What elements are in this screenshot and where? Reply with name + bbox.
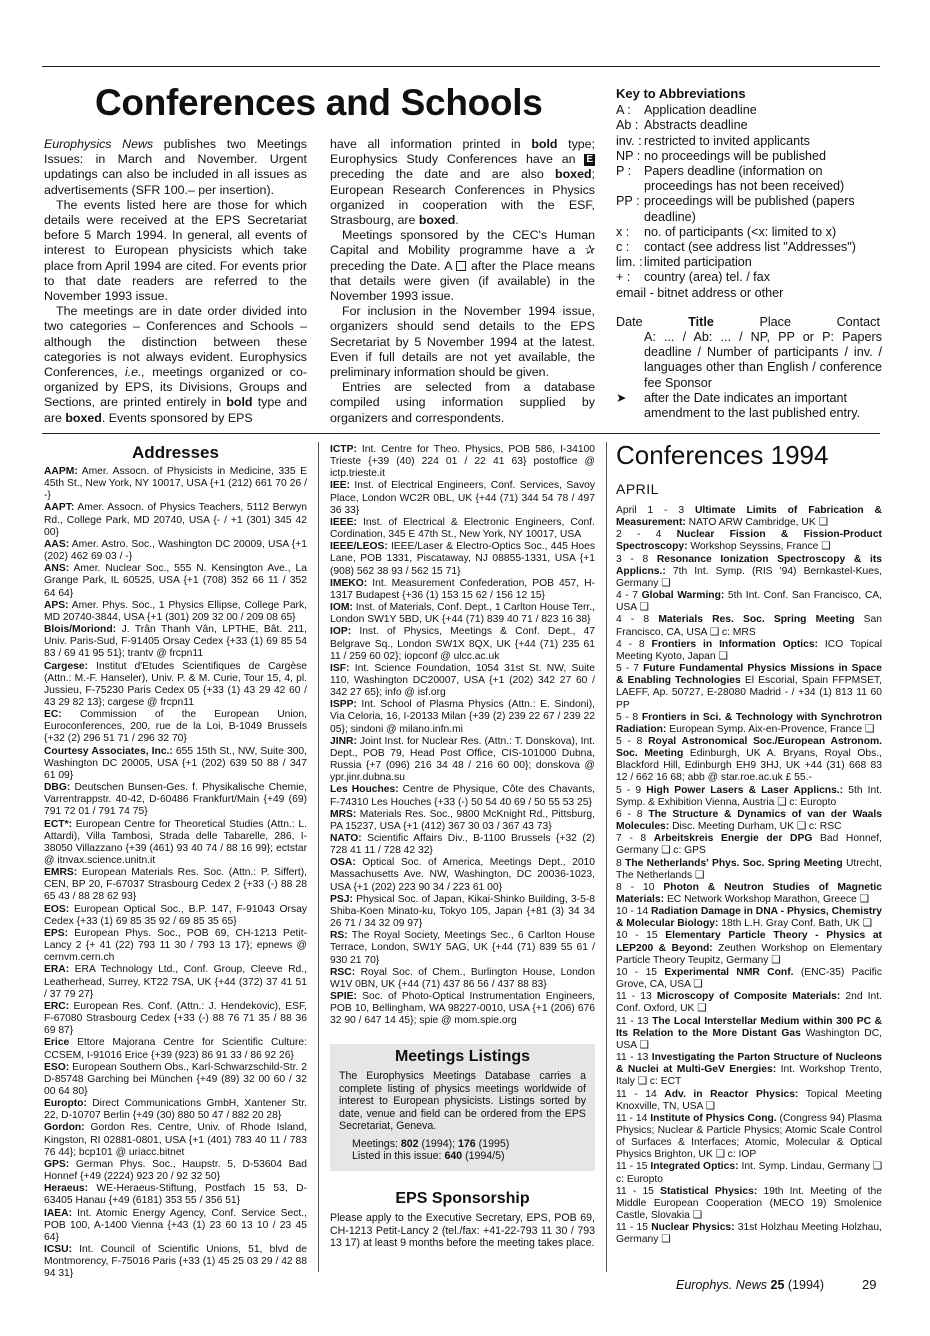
key-title: Key to Abbreviations <box>616 86 746 101</box>
address-entry: ISPP: Int. School of Plasma Physics (Attn.: E. Sindoni), Via Celoria, 16, I-20133 Milan {+39 (2) 239 22 67 / 239 22 05}; sindoni @ milano.infn.mi <box>330 699 595 735</box>
address-entry: ANS: Amer. Nuclear Soc., 555 N. Kensington Ave., La Grange Park, IL 60525, USA {+1 (708) 352 66 11 / 352 64 64} <box>44 563 307 599</box>
address-entry: AAS: Amer. Astro. Soc., Washington DC 20009, USA {+1 (202) 462 69 03 / -} <box>44 538 307 563</box>
intro-column-2 <box>330 137 595 426</box>
conference-entry <box>616 809 882 833</box>
conference-entry <box>616 785 882 809</box>
conference-title: Integrated Optics: <box>650 1161 739 1173</box>
address-entry: ESO: European Southern Obs., Karl-Schwarzschild-Str. 2 D-85748 Garching bei München {+49 (89) 32 00 60 / 32 00 64 80} <box>44 1061 307 1097</box>
conference-title: Radiation Damage in DNA - Physics, Chemistry & Molecular Biology: <box>616 906 882 930</box>
conference-details: Edinburgh, UK A. Bryans, Royal Obs., Blackford Hill, Edinburgh EH9 3HJ, UK +44 (31) 668 83 12 / 662 16 68; abb @ star.roe.ac.uk £ 55.- <box>616 748 882 784</box>
address-entry: ICTP: Int. Centre for Theo. Physics, POB 586, I-34100 Trieste {+39 (40) 224 01 / 22 41 63} postoffice @ ictp.trieste.it <box>330 444 595 480</box>
conference-title: Frontiers in Sci. & Technology with Synchrotron Radiation: <box>616 711 882 735</box>
key-meaning: no proceedings will be published <box>644 148 827 163</box>
page-number: 29 <box>862 1277 877 1292</box>
addresses-title: Addresses <box>132 443 219 462</box>
address-entry: RSC: Royal Soc. of Chem., Burlington House, London W1V 0BN, UK {+44 (71) 437 86 56 / 437 88 83} <box>330 966 595 990</box>
address-entry: PSJ: Physical Soc. of Japan, Kikai-Shinko Building, 3-5-8 Shiba-Koen Minato-ku, Tokyo 105, Japan {+81 (3) 34 34 26 71 / 34 32 09 97} <box>330 893 595 930</box>
address-entry: ICSU: Int. Council of Scientific Unions, 51, blvd de Montmorency, F-75016 Paris {+33 (1) 45 25 03 29 / 42 88 94 31} <box>44 1244 307 1280</box>
key-row <box>616 194 882 224</box>
key-abbrev: x : <box>616 224 630 239</box>
conference-title: High Power Lasers & Laser Applicns.: <box>646 784 844 796</box>
conference-details: Disc. Meeting Durham, UK ❑ c: RSC <box>669 821 842 833</box>
conference-date: 8 - 10 <box>616 881 655 893</box>
address-entry: IOM: Inst. of Materials, Conf. Dept., 1 Carlton House Terr., London SW1Y 5BD, UK {+44 (71) 839 40 71 / 823 16 38} <box>330 602 595 626</box>
conference-entry <box>616 736 882 785</box>
address-entry: Europto: Direct Communications GmbH, Xantener Str. 22, D-10707 Berlin {+49 (30) 880 50 47 / 882 20 28} <box>44 1098 307 1122</box>
key-abbrev: c : <box>616 240 630 255</box>
conference-date: 6 - 8 <box>616 808 643 820</box>
top-rule <box>42 66 880 67</box>
conference-date: 11 - 13 <box>616 1052 649 1064</box>
key-meaning: Papers deadline (information on proceedings has not been received) <box>644 164 845 194</box>
key-row <box>616 225 882 240</box>
column-divider-right <box>606 442 607 1272</box>
conference-details: Int. Workshop Trento, Italy ❑ c: ECT <box>616 1064 882 1088</box>
meetings-counts: Meetings: 802 (1994); 176 (1995) Listed in this issue: 640 (1994/5) <box>352 1137 510 1162</box>
intro-paragraph-7: Entries are selected from a database compiled using information supplied by organizers and correspondents. <box>330 380 595 425</box>
address-entry: IAEA: Int. Atomic Energy Agency, Conf. Service Sect., POB 100, A-1400 Vienna {+43 (1) 23 60 13 10 / 23 45 64} <box>44 1207 307 1243</box>
key-meaning: restricted to invited applicants <box>644 133 810 148</box>
conference-date: 10 - 15 <box>616 930 658 942</box>
key-row <box>616 164 882 194</box>
conference-title: Global Warming: <box>641 590 725 602</box>
key-row <box>616 149 882 164</box>
conference-details: 19th Int. Meeting of the Middle European Cooperation (MECO 19) Smolenice Castle, Slovakia ❑ <box>616 1185 882 1222</box>
conferences-title: Conferences 1994 <box>616 440 829 470</box>
star-icon: ✰ <box>584 243 595 258</box>
conference-details: 2nd Int. Conf. Oxford, UK ❑ <box>616 991 882 1015</box>
conference-title: Investigating the Parton Structure of Nucleons & Nuclei at Multi-GeV Energies: <box>616 1052 882 1076</box>
page-title: Conferences and Schools <box>95 82 543 123</box>
address-entry: EPS: European Phys. Soc., POB 69, CH-1213 Petit-Lancy 2 {+ 41 (22) 793 11 30 / 793 13 17}; epnews @ cernvm.cern.ch <box>44 927 307 964</box>
address-entry: IEEE/LEOS: IEEE/Laser & Electro-Optics Soc., 445 Hoes Lane, POB 1331, Piscataway, NJ 08855-1331, USA {+1 (908) 562 38 93 / 562 15 71} <box>330 541 595 577</box>
conference-entry <box>616 1016 882 1052</box>
conference-title: Experimental NMR Conf. <box>664 966 794 978</box>
key-meaning: no. of participants (<x: limited to x) <box>644 224 837 239</box>
intro-paragraph-2: The events listed here are those for which details were received at the EPS Secretariat before 5 March 1994. In general, all events of interest to European physicists which take place from April 1994 are cited. For events prior to that date readers are referred to the November 1993 issue. <box>44 197 307 304</box>
conference-date: 11 - 13 <box>616 991 652 1003</box>
address-entry: AAPT: Amer. Assocn. of Physics Teachers, 5112 Berwyn Rd., College Park, MD 20740, USA {- / +1 (301) 345 42 00} <box>44 502 307 538</box>
address-entry: NATO: Scientific Affairs Div., B-1100 Brussels {+32 (2) 728 41 11 / 728 42 32} <box>330 833 595 857</box>
conference-title: Frontiers in Information Optics: <box>651 638 819 650</box>
conference-details: 5th Int. Conf. San Francisco, CA, USA ❑ <box>616 590 882 614</box>
conference-details: 18th L.H. Gray Conf. Bath, UK ❑ <box>718 918 872 930</box>
conference-title: Resonance Ionization Spectroscopy & its Applicns.: <box>616 553 882 577</box>
conference-date: April 1 - 3 <box>616 505 685 516</box>
conference-title: The Structure & Dynamics of van der Waals Molecules: <box>616 808 882 833</box>
key-abbrev: lim. : <box>616 255 643 270</box>
address-entry: APS: Amer. Phys. Soc., 1 Physics Ellipse, College Park, MD 20740-3844, USA {+1 (301) 209 32 00 / 209 08 65} <box>44 599 307 623</box>
address-entry: ERA: ERA Technology Ltd., Conf. Group, Cleeve Rd., Leatherhead, Surrey, KT22 7SA, UK {+44 (372) 37 41 51 / 37 79 27} <box>44 964 307 1000</box>
intro-paragraph-3: The meetings are in date order divided into two categories – Conferences and Schools – although the distinction between these categories is not always evident. Europhysics Conferences, i.e., meetings organized or co-organized by EPS, its Divisions, Groups and Sections, are printed entirely in bold type and are boxed. Events sponsored by EPS <box>44 304 308 425</box>
conference-date: 11 - 14 <box>616 1088 657 1100</box>
key-meaning: limited participation <box>644 255 752 270</box>
conference-title: The Local Interstellar Medium within 300 PC & Its Relation to the More Distant Gas <box>616 1015 882 1039</box>
arrow-icon: ➤ <box>616 390 627 405</box>
conference-entry <box>616 991 882 1015</box>
conference-title: Royal Astronomical Soc./European Astronom. Soc. Meeting <box>616 735 882 760</box>
address-entry: Cargese: Institut d'Etudes Scientifiques de Cargèse (Attn.: M.-F. Hanseler), Univ. P. & M. Curie, Tour 15, 4, pl. Jussieu, F-75230 Paris Cedex 05 {+33 (1) 43 29 42 60 / 43 29 82 13}; cargese @ frcpn11 <box>44 660 307 708</box>
conference-details: San Francisco, CA, USA ❑ c: MRS <box>616 614 882 638</box>
intro-paragraph-6: For inclusion in the November 1994 issue, organizers should send details to the EPS Secretariat by 5 November 1994 at the latest. Even if full details are not yet available, the preliminary information should be given. <box>330 304 595 380</box>
conference-details: European Symp. Aix-en-Provence, France ❑ <box>666 723 875 735</box>
key-abbrev: Ab : <box>616 118 639 133</box>
address-entry: Les Houches: Centre de Physique, Côte des Chavants, F-74310 Les Houches {+33 (-) 50 54 40 69 / 50 55 53 25} <box>330 784 595 808</box>
conference-title: Nuclear Physics: <box>651 1222 735 1234</box>
conferences-month: APRIL <box>616 481 659 497</box>
conference-entry <box>616 1052 882 1088</box>
address-entry: Erice Ettore Majorana Centre for Scientific Culture: CCSEM, I-91016 Erice {+39 (923) 86 91 33 / 86 92 26} <box>44 1037 307 1061</box>
key-abbrev: P : <box>616 164 632 179</box>
conference-entry <box>616 614 882 638</box>
conference-title: Adv. in Reactor Physics: <box>664 1088 799 1100</box>
address-entry: OSA: Optical Soc. of America, Meetings Dept., 2010 Massachusetts Ave. NW, Washington, DC 20036-1023, USA {+1 (202) 223 90 34 / 223 61 00} <box>330 857 595 893</box>
key-row <box>616 240 882 255</box>
meetings-listings-box <box>330 1044 595 1171</box>
conference-title: Elementary Particle Theory - Physics at LEP200 & Beyond: <box>616 930 882 954</box>
conference-entry <box>616 930 882 966</box>
conference-entry <box>616 639 882 663</box>
address-entry: Gordon: Gordon Res. Centre, Univ. of Rhode Island, Kingston, RI 02881-0801, USA {+1 (401) 783 40 11 / 783 76 44}; bcp101 @ uriacc.bitnet <box>44 1122 307 1158</box>
conference-entry <box>616 554 882 590</box>
conference-title: The Netherlands' Phys. Soc. Spring Meeting <box>625 857 843 869</box>
addresses-column-2 <box>330 444 595 1028</box>
conference-title: Arbeitskreis Energie der DPG <box>653 833 813 845</box>
key-row <box>616 134 882 149</box>
address-entry: Blois/Moriond: J. Trân Thanh Vân, LPTHE, Bât. 211, Univ. Paris-Sud, F-91405 Orsay Cedex {+33 (1) 69 85 54 83 / 69 41 95 51}; trantv @ frcpn11 <box>44 624 307 660</box>
footer-citation: Europhys. News 25 (1994) <box>676 1278 825 1292</box>
address-entry: MRS: Materials Res. Soc., 9800 McKnight Rd., Pittsburg, PA 15237, USA {+1 (412) 367 30 03 / 367 43 73} <box>330 808 595 832</box>
address-entry: EOS: European Optical Soc., B.P. 147, F-91043 Orsay Cedex {+33 (1) 69 85 35 92 / 69 85 35 65} <box>44 903 307 927</box>
address-entry: ECT*: European Centre for Theoretical Studies (Attn.: L. Attardi), Villa Tambosi, Strada delle Tabarelle, 286, I-38050 Villazzano {+39 (461) 93 40 74 / 88 16 99}; ectstar @ itnvax.science.unitn.it <box>44 818 307 866</box>
middle-rule <box>42 433 880 434</box>
key-row <box>616 270 882 285</box>
column-divider-left <box>318 442 319 1272</box>
key-meaning: Abstracts deadline <box>644 118 748 133</box>
conference-title: Ultimate Limits of Fabrication & Measurement: <box>616 505 882 529</box>
conference-entry <box>616 1222 882 1246</box>
conference-entry <box>616 1113 882 1162</box>
conference-entry <box>616 663 882 712</box>
conference-entry <box>616 529 882 553</box>
conference-entry <box>616 590 882 614</box>
key-abbreviations <box>616 86 882 421</box>
e-study-icon: E <box>586 153 593 165</box>
key-row <box>616 103 882 118</box>
conference-date: 4 - 7 <box>616 590 639 602</box>
key-rows <box>616 103 882 285</box>
address-entry: GPS: German Phys. Soc., Haupstr. 5, D-53604 Bad Honnef {+49 (2224) 923 20 / 92 32 50} <box>44 1158 307 1183</box>
conference-title: Institute of Physics Cong. <box>650 1112 777 1124</box>
conference-date: 11 - 15 <box>616 1222 649 1234</box>
conference-details: 7th Int. Symp. (RIS '94) Bernkastel-Kues, Germany ❑ <box>616 565 882 589</box>
key-abbrev: + : <box>616 270 631 285</box>
conference-date: 10 - 14 <box>616 906 649 918</box>
conference-date: 8 <box>616 857 622 869</box>
key-abbrev: PP : <box>616 194 640 209</box>
format-title: Title <box>688 314 714 329</box>
conference-date: 5 - 8 <box>616 711 639 723</box>
key-abbrev: inv. : <box>616 133 642 148</box>
format-place: Place <box>759 314 791 329</box>
conference-entry <box>616 1186 882 1222</box>
conference-entry <box>616 1161 882 1185</box>
address-entry: RS: The Royal Society, Meetings Sec., 6 Carlton House Terrace, London, SW1Y 5AG, UK {+44 (71) 839 55 61 / 930 21 70} <box>330 930 595 966</box>
meetings-text: The Europhysics Meetings Database carries a complete listing of physics meetings worldwide of interest to European physicists. Listings sorted by date, venue and field can be ordered from the EPS Secretariat, Geneva. <box>339 1070 586 1132</box>
intro-column-1 <box>44 137 307 426</box>
address-entry: IOP: Inst. of Physics, Meetings & Conf. Dept., 47 Belgrave Sq., London SW1X 8QX, UK {+44 (71) 235 61 11 / 259 60 02}; iopconf @ ulcc.ac.uk <box>330 626 595 662</box>
address-entry: EMRS: European Materials Res. Soc. (Attn.: P. Siffert), CEN, BP 20, F-67037 Strasbourg Cedex 2 {+33 (-) 88 28 65 43 / 88 28 62 93} <box>44 867 307 903</box>
conference-details: EC Network Workshop Marathon, Greece ❑ <box>664 894 869 905</box>
key-meaning: Application deadline <box>644 103 757 118</box>
conference-details: Zeuthen Workshop on Elementary Particle Theory Teupitz, Germany ❑ <box>616 942 882 966</box>
address-entry: Heraeus: WE-Heraeus-Stiftung, Postfach 15 53, D-63405 Hanau {+49 (6181) 353 55 / 356 51} <box>44 1183 307 1207</box>
key-row <box>616 255 882 270</box>
conference-title: Materials Res. Soc. Spring Meeting <box>658 614 855 626</box>
conference-date: 10 - 15 <box>616 966 658 978</box>
conference-details: Workshop Seyssins, France ❑ <box>687 541 831 553</box>
address-entry: IEEE: Inst. of Electrical & Electronic Engineers, Conf. Cordination, 345 E 47th St., New York, NY 10017, USA <box>330 516 595 541</box>
conference-entry <box>616 858 882 882</box>
address-entry: EC: Commission of the European Union, Euroconferences, 200, rue de la Loi, B-1049 Brussels {+32 (2) 296 51 71 / 296 32 70} <box>44 709 307 745</box>
conference-title: Photon & Neutron Studies of Magnetic Materials: <box>616 881 882 905</box>
meetings-title: Meetings Listings <box>394 1048 531 1065</box>
key-format-desc: A: ... / Ab: ... / NP, PP or P: Papers deadline / Number of participants / inv. / languages other than English / conference fee Sponsor <box>644 330 882 390</box>
key-email: email - bitnet address or other <box>616 285 784 300</box>
conference-details: (ENC-35) Pacific Grove, CA, USA ❑ <box>616 966 882 991</box>
intro-paragraph-1: Europhysics News publishes two Meetings Issues: in March and November. Urgent updatings can also be included in all issues as advertisements (SFR 100.– per insertion). <box>44 137 307 197</box>
box-marker-icon <box>456 261 466 271</box>
address-entry: JINR: Joint Inst. for Nuclear Res. (Attn.: T. Donskova), Int. Dept., POB 79, Head Post Office, CIS-101000 Dubna, Russia {+7 (096) 216 34 48 / 216 60 00}; donskova @ ypr.jinr.dubna.su <box>330 735 595 784</box>
address-entry: DBG: Deutschen Bunsen-Ges. f. Physikalische Chemie, Varrentrappstr. 40-42, D-60486 Frankfurt/Main {+49 (69) 791 72 01 / 791 74 75} <box>44 782 307 818</box>
conference-title: Future Fundamental Physics Missions in Space & Enabling Technologies <box>616 663 882 687</box>
conference-date: 3 - 8 <box>616 553 649 565</box>
conference-details: Int. Symp. Lindau, Germany ❑ c: Europto <box>616 1161 882 1185</box>
address-entry: IEE: Inst. of Electrical Engineers, Conf. Services, Savoy Place, London WC2R 0BL, UK {+44 (71) 344 54 78 / 497 36 33} <box>330 480 595 516</box>
conference-date: 4 - 8 <box>616 614 650 626</box>
format-contact: Contact <box>836 314 880 329</box>
address-entry: SPIE: Soc. of Photo-Optical Instrumentation Engineers, POB 10, Bellingham, WA 98227-0010, USA {+1 (206) 676 32 90 / 647 14 45}; spie @ mom.spie.org <box>330 991 595 1027</box>
conference-date: 11 - 15 <box>616 1161 648 1173</box>
conference-title: Nuclear Fission & Fission-Product Spectroscopy: <box>616 529 882 553</box>
conference-entry <box>616 1089 882 1113</box>
conference-date: 11 - 14 <box>616 1112 648 1124</box>
address-entry: ERC: European Res. Conf. (Attn.: J. Hendekovic), ESF, F-67080 Strasbourg Cedex {+33 (-) 88 76 71 35 / 88 36 69 87} <box>44 1000 307 1037</box>
key-row <box>616 118 882 133</box>
conference-entry <box>616 712 882 736</box>
conference-date: 5 - 8 <box>616 735 643 747</box>
conference-details: Washington DC, USA ❑ <box>616 1027 882 1051</box>
format-date: Date <box>616 314 643 329</box>
conference-title: Statistical Physics: <box>660 1185 758 1197</box>
address-entry: ISF: Int. Science Foundation, 1054 31st St. NW, Suite 110, Washington DC20007, USA {+1 (202) 342 27 60 / 342 27 65}; info @ isf.org <box>330 662 595 699</box>
key-meaning: contact (see address list "Addresses") <box>644 240 856 255</box>
conference-entry <box>616 505 882 529</box>
conference-entry <box>616 906 882 930</box>
sponsorship-title: EPS Sponsorship <box>395 1190 530 1207</box>
addresses-column-1 <box>44 466 307 1280</box>
conference-details: Utrecht, The Netherlands ❑ <box>616 857 882 881</box>
key-format-header <box>616 315 880 330</box>
key-abbrev: NP : <box>616 148 641 163</box>
conference-date: 5 - 9 <box>616 784 642 796</box>
key-meaning: country (area) tel. / fax <box>644 270 770 285</box>
conference-details: 5th Int. Symp. & Exhibition Vienna, Austria ❑ c: Europto <box>616 784 882 808</box>
sponsorship-text: Please apply to the Executive Secretary, EPS, POB 69, CH-1213 Petit-Lancy 2 (tel./fax: +41-22-793 11 30 / 793 13 17) at least 9 months before the meeting takes place. <box>330 1212 595 1249</box>
conference-list <box>616 505 882 1247</box>
intro-paragraph-5: Meetings sponsored by the CEC's Human Capital and Mobility programme have a ✰ preceding the Date. A after the Place means that details were given (if available) in the November 1993 issue. <box>330 228 595 304</box>
conference-details: ICO Topical Meeting Kyoto, Japan ❑ <box>616 638 882 662</box>
conference-details: NATO ARW Cambridge, UK ❑ <box>685 517 828 529</box>
intro-paragraph-4: have all information printed in bold type; Europhysics Study Conferences have an E preceding the date and are also boxed; European Research Conferences in Physics organized in cooperation with the ESF, Strasbourg, are boxed. <box>330 137 595 228</box>
conference-date: 11 - 13 <box>616 1015 649 1027</box>
eps-sponsorship <box>330 1190 595 1250</box>
conference-title: Microscopy of Composite Materials: <box>656 991 841 1003</box>
key-arrow-note: ➤ after the Date indicates an important amendment to the last published entry. <box>616 390 861 421</box>
key-meaning: proceedings will be published (papers deadline) <box>644 194 855 224</box>
conference-date: 5 - 7 <box>616 663 640 675</box>
conference-details: 31st Holzhau Meeting Holzhau, Germany ❑ <box>616 1222 882 1246</box>
key-abbrev: A : <box>616 103 631 118</box>
address-entry: Courtesy Associates, Inc.: 655 15th St., NW, Suite 300, Washington DC 20005, USA {+1 (202) 639 50 88 / 347 61 09} <box>44 745 308 781</box>
conferences-header <box>616 440 882 497</box>
conference-details: Topical Meeting Knoxville, TN, USA ❑ <box>616 1088 882 1112</box>
address-entry: IMEKO: Int. Measurement Confederation, POB 457, H-1317 Budapest {+36 (1) 153 15 62 / 156 12 15} <box>330 577 595 601</box>
conference-details: El Escorial, Spain FFPMSET, LAEFF, Ap. 50727, E-28080 Madrid - / +34 (1) 813 11 60 PP <box>616 675 882 711</box>
conference-date: 11 - 15 <box>616 1185 654 1197</box>
conference-details: (Congress 94) Plasma Physics; Nuclear & Particle Physics; Atomic Scale Control of Surfaces & Interfaces; Atomic, Molecular & Optical Physics Brighton, UK ❑ c: IOP <box>616 1112 882 1161</box>
address-entry: AAPM: Amer. Assocn. of Physicists in Medicine, 335 E 45th St., New York, NY 10017, USA {+1 (212) 661 70 26 / -} <box>44 466 307 502</box>
conference-entry <box>616 833 882 857</box>
conference-date: 7 - 8 <box>616 833 647 845</box>
conference-details: Bad Honnef, Germany ❑ c: GPS <box>616 833 882 857</box>
conference-entry <box>616 882 882 906</box>
conference-date: 2 - 4 <box>616 529 662 541</box>
conference-entry <box>616 967 882 991</box>
conference-date: 4 - 8 <box>616 638 645 650</box>
